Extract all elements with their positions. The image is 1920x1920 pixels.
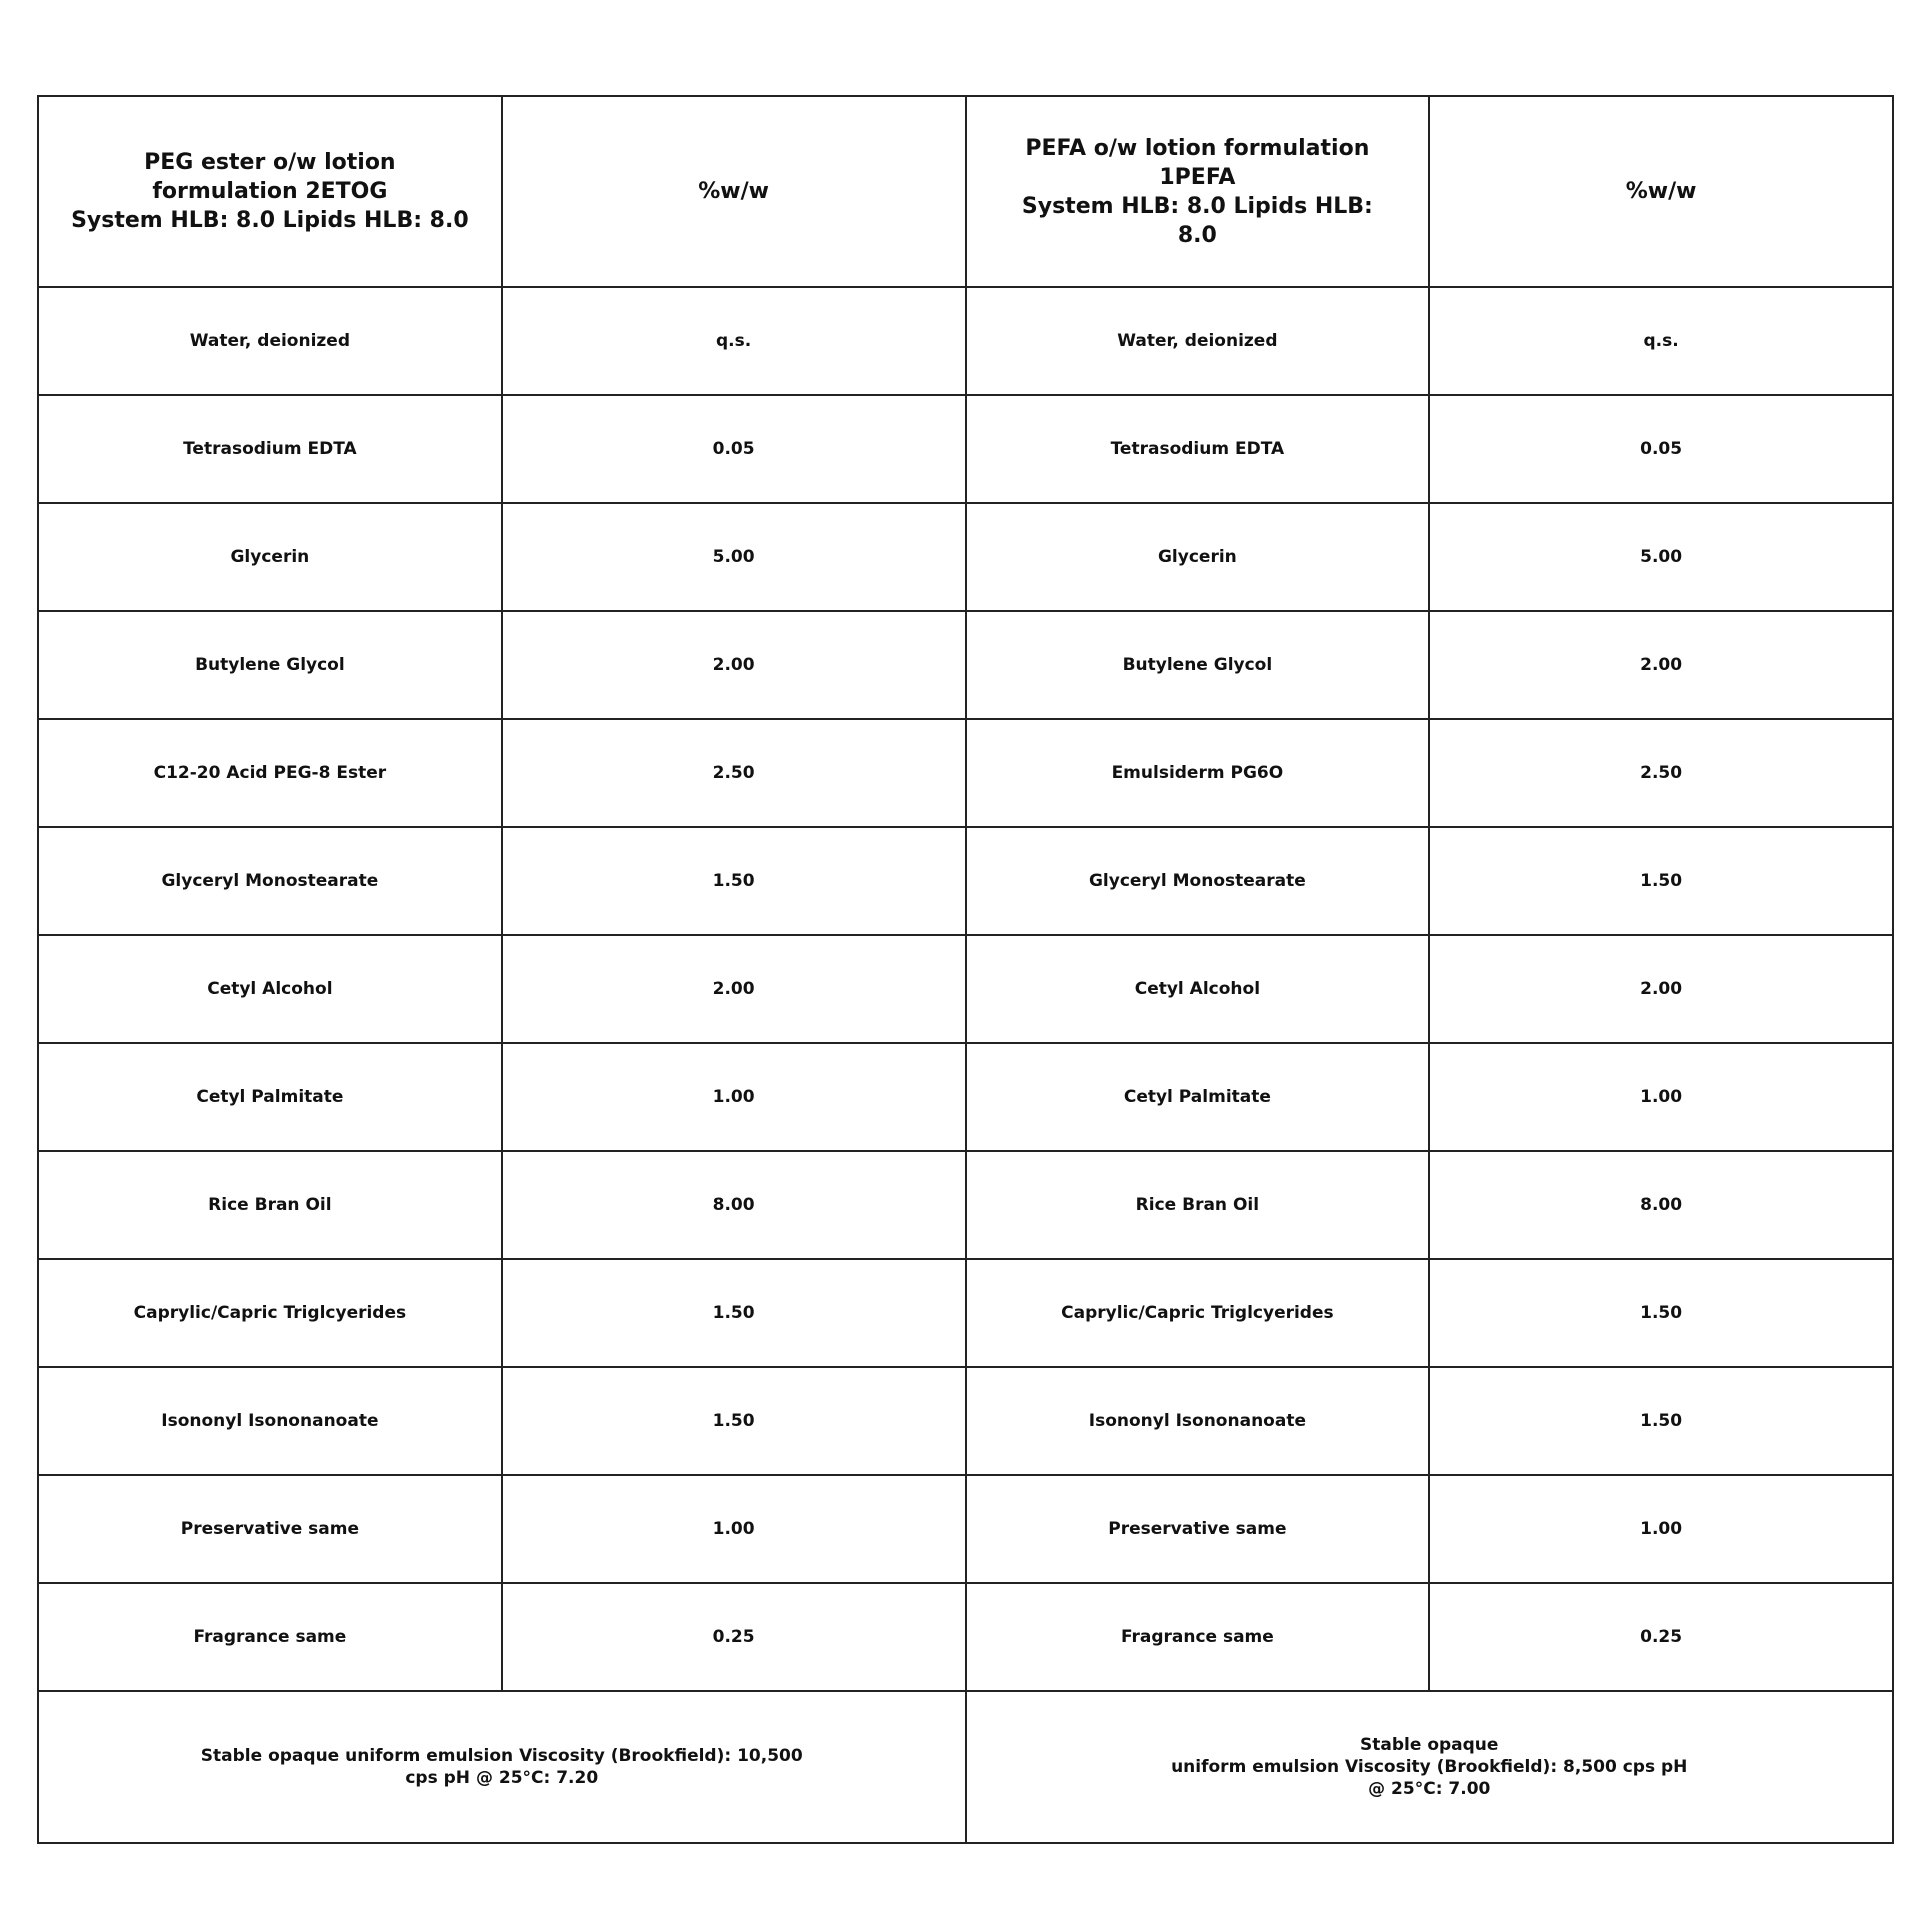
left-summary-line: Stable opaque uniform emulsion Viscosity (Brookfield): 10,500 bbox=[200, 1746, 803, 1766]
right-value-cell: 0.05 bbox=[1429, 395, 1893, 503]
left-ingredient-cell: C12-20 Acid PEG-8 Ester bbox=[38, 719, 502, 827]
left-ingredient-cell: Glyceryl Monostearate bbox=[38, 827, 502, 935]
right-summary-line: uniform emulsion Viscosity (Brookfield): 8,500 cps pH bbox=[1171, 1757, 1688, 1777]
right-formulation-title bbox=[966, 96, 1430, 287]
table-row bbox=[38, 287, 1893, 395]
table-row bbox=[38, 827, 1893, 935]
left-ingredient-cell: Caprylic/Capric Triglcyerides bbox=[38, 1259, 502, 1367]
left-value-cell: 1.50 bbox=[502, 1259, 966, 1367]
left-value-cell: 2.00 bbox=[502, 935, 966, 1043]
left-title-line: System HLB: 8.0 Lipids HLB: 8.0 bbox=[71, 208, 469, 233]
right-ingredient-cell: Glyceryl Monostearate bbox=[966, 827, 1430, 935]
right-summary-line: Stable opaque bbox=[1360, 1735, 1499, 1755]
table-row bbox=[38, 1367, 1893, 1475]
right-ingredient-cell: Preservative same bbox=[966, 1475, 1430, 1583]
left-value-cell: 1.00 bbox=[502, 1043, 966, 1151]
left-ingredient-cell: Preservative same bbox=[38, 1475, 502, 1583]
right-formulation-summary bbox=[966, 1691, 1894, 1843]
left-ingredient-cell: Fragrance same bbox=[38, 1583, 502, 1691]
left-value-cell: 1.50 bbox=[502, 827, 966, 935]
left-ingredient-cell: Cetyl Alcohol bbox=[38, 935, 502, 1043]
formulation-comparison-table bbox=[37, 95, 1894, 1844]
right-title-line: 8.0 bbox=[1177, 222, 1217, 248]
left-formulation-title bbox=[38, 96, 502, 287]
right-value-cell: q.s. bbox=[1429, 287, 1893, 395]
left-value-cell: 1.00 bbox=[502, 1475, 966, 1583]
right-value-cell: 1.50 bbox=[1429, 1259, 1893, 1367]
table-row bbox=[38, 1583, 1893, 1691]
left-ingredient-cell: Isononyl Isononanoate bbox=[38, 1367, 502, 1475]
table-row bbox=[38, 503, 1893, 611]
left-summary-line: cps pH @ 25°C: 7.20 bbox=[405, 1768, 599, 1788]
right-ingredient-cell: Glycerin bbox=[966, 503, 1430, 611]
table-row bbox=[38, 719, 1893, 827]
table-row bbox=[38, 395, 1893, 503]
table-row bbox=[38, 1475, 1893, 1583]
left-unit-header: %w/w bbox=[502, 96, 966, 287]
right-ingredient-cell: Cetyl Alcohol bbox=[966, 935, 1430, 1043]
right-value-cell: 1.50 bbox=[1429, 827, 1893, 935]
left-value-cell: 1.50 bbox=[502, 1367, 966, 1475]
left-ingredient-cell: Tetrasodium EDTA bbox=[38, 395, 502, 503]
right-ingredient-cell: Emulsiderm PG6O bbox=[966, 719, 1430, 827]
header-row bbox=[38, 96, 1893, 287]
left-ingredient-cell: Butylene Glycol bbox=[38, 611, 502, 719]
table-row bbox=[38, 611, 1893, 719]
right-value-cell: 1.50 bbox=[1429, 1367, 1893, 1475]
right-value-cell: 1.00 bbox=[1429, 1475, 1893, 1583]
table-row bbox=[38, 1043, 1893, 1151]
right-ingredient-cell: Water, deionized bbox=[966, 287, 1430, 395]
right-value-cell: 5.00 bbox=[1429, 503, 1893, 611]
right-ingredient-cell: Tetrasodium EDTA bbox=[966, 395, 1430, 503]
left-value-cell: 8.00 bbox=[502, 1151, 966, 1259]
table-row bbox=[38, 1151, 1893, 1259]
right-value-cell: 1.00 bbox=[1429, 1043, 1893, 1151]
right-title-line: PEFA o/w lotion formulation 1PEFA bbox=[1025, 135, 1370, 190]
right-value-cell: 8.00 bbox=[1429, 1151, 1893, 1259]
right-value-cell: 2.00 bbox=[1429, 935, 1893, 1043]
right-value-cell: 2.00 bbox=[1429, 611, 1893, 719]
left-title-line: PEG ester o/w lotion bbox=[144, 150, 396, 175]
left-ingredient-cell: Cetyl Palmitate bbox=[38, 1043, 502, 1151]
left-ingredient-cell: Glycerin bbox=[38, 503, 502, 611]
table-row bbox=[38, 1259, 1893, 1367]
right-ingredient-cell: Fragrance same bbox=[966, 1583, 1430, 1691]
left-value-cell: 0.25 bbox=[502, 1583, 966, 1691]
left-value-cell: 2.50 bbox=[502, 719, 966, 827]
left-value-cell: 2.00 bbox=[502, 611, 966, 719]
right-value-cell: 2.50 bbox=[1429, 719, 1893, 827]
right-ingredient-cell: Cetyl Palmitate bbox=[966, 1043, 1430, 1151]
left-value-cell: 5.00 bbox=[502, 503, 966, 611]
right-unit-header: %w/w bbox=[1429, 96, 1893, 287]
right-summary-line: @ 25°C: 7.00 bbox=[1368, 1779, 1491, 1799]
right-ingredient-cell: Butylene Glycol bbox=[966, 611, 1430, 719]
right-ingredient-cell: Caprylic/Capric Triglcyerides bbox=[966, 1259, 1430, 1367]
left-ingredient-cell: Rice Bran Oil bbox=[38, 1151, 502, 1259]
right-value-cell: 0.25 bbox=[1429, 1583, 1893, 1691]
left-formulation-summary bbox=[38, 1691, 966, 1843]
left-value-cell: 0.05 bbox=[502, 395, 966, 503]
left-title-line: formulation 2ETOG bbox=[152, 179, 388, 204]
left-value-cell: q.s. bbox=[502, 287, 966, 395]
right-ingredient-cell: Isononyl Isononanoate bbox=[966, 1367, 1430, 1475]
table-row bbox=[38, 935, 1893, 1043]
right-ingredient-cell: Rice Bran Oil bbox=[966, 1151, 1430, 1259]
right-title-line: System HLB: 8.0 Lipids HLB: bbox=[1021, 193, 1373, 219]
footer-row bbox=[38, 1691, 1893, 1843]
left-ingredient-cell: Water, deionized bbox=[38, 287, 502, 395]
